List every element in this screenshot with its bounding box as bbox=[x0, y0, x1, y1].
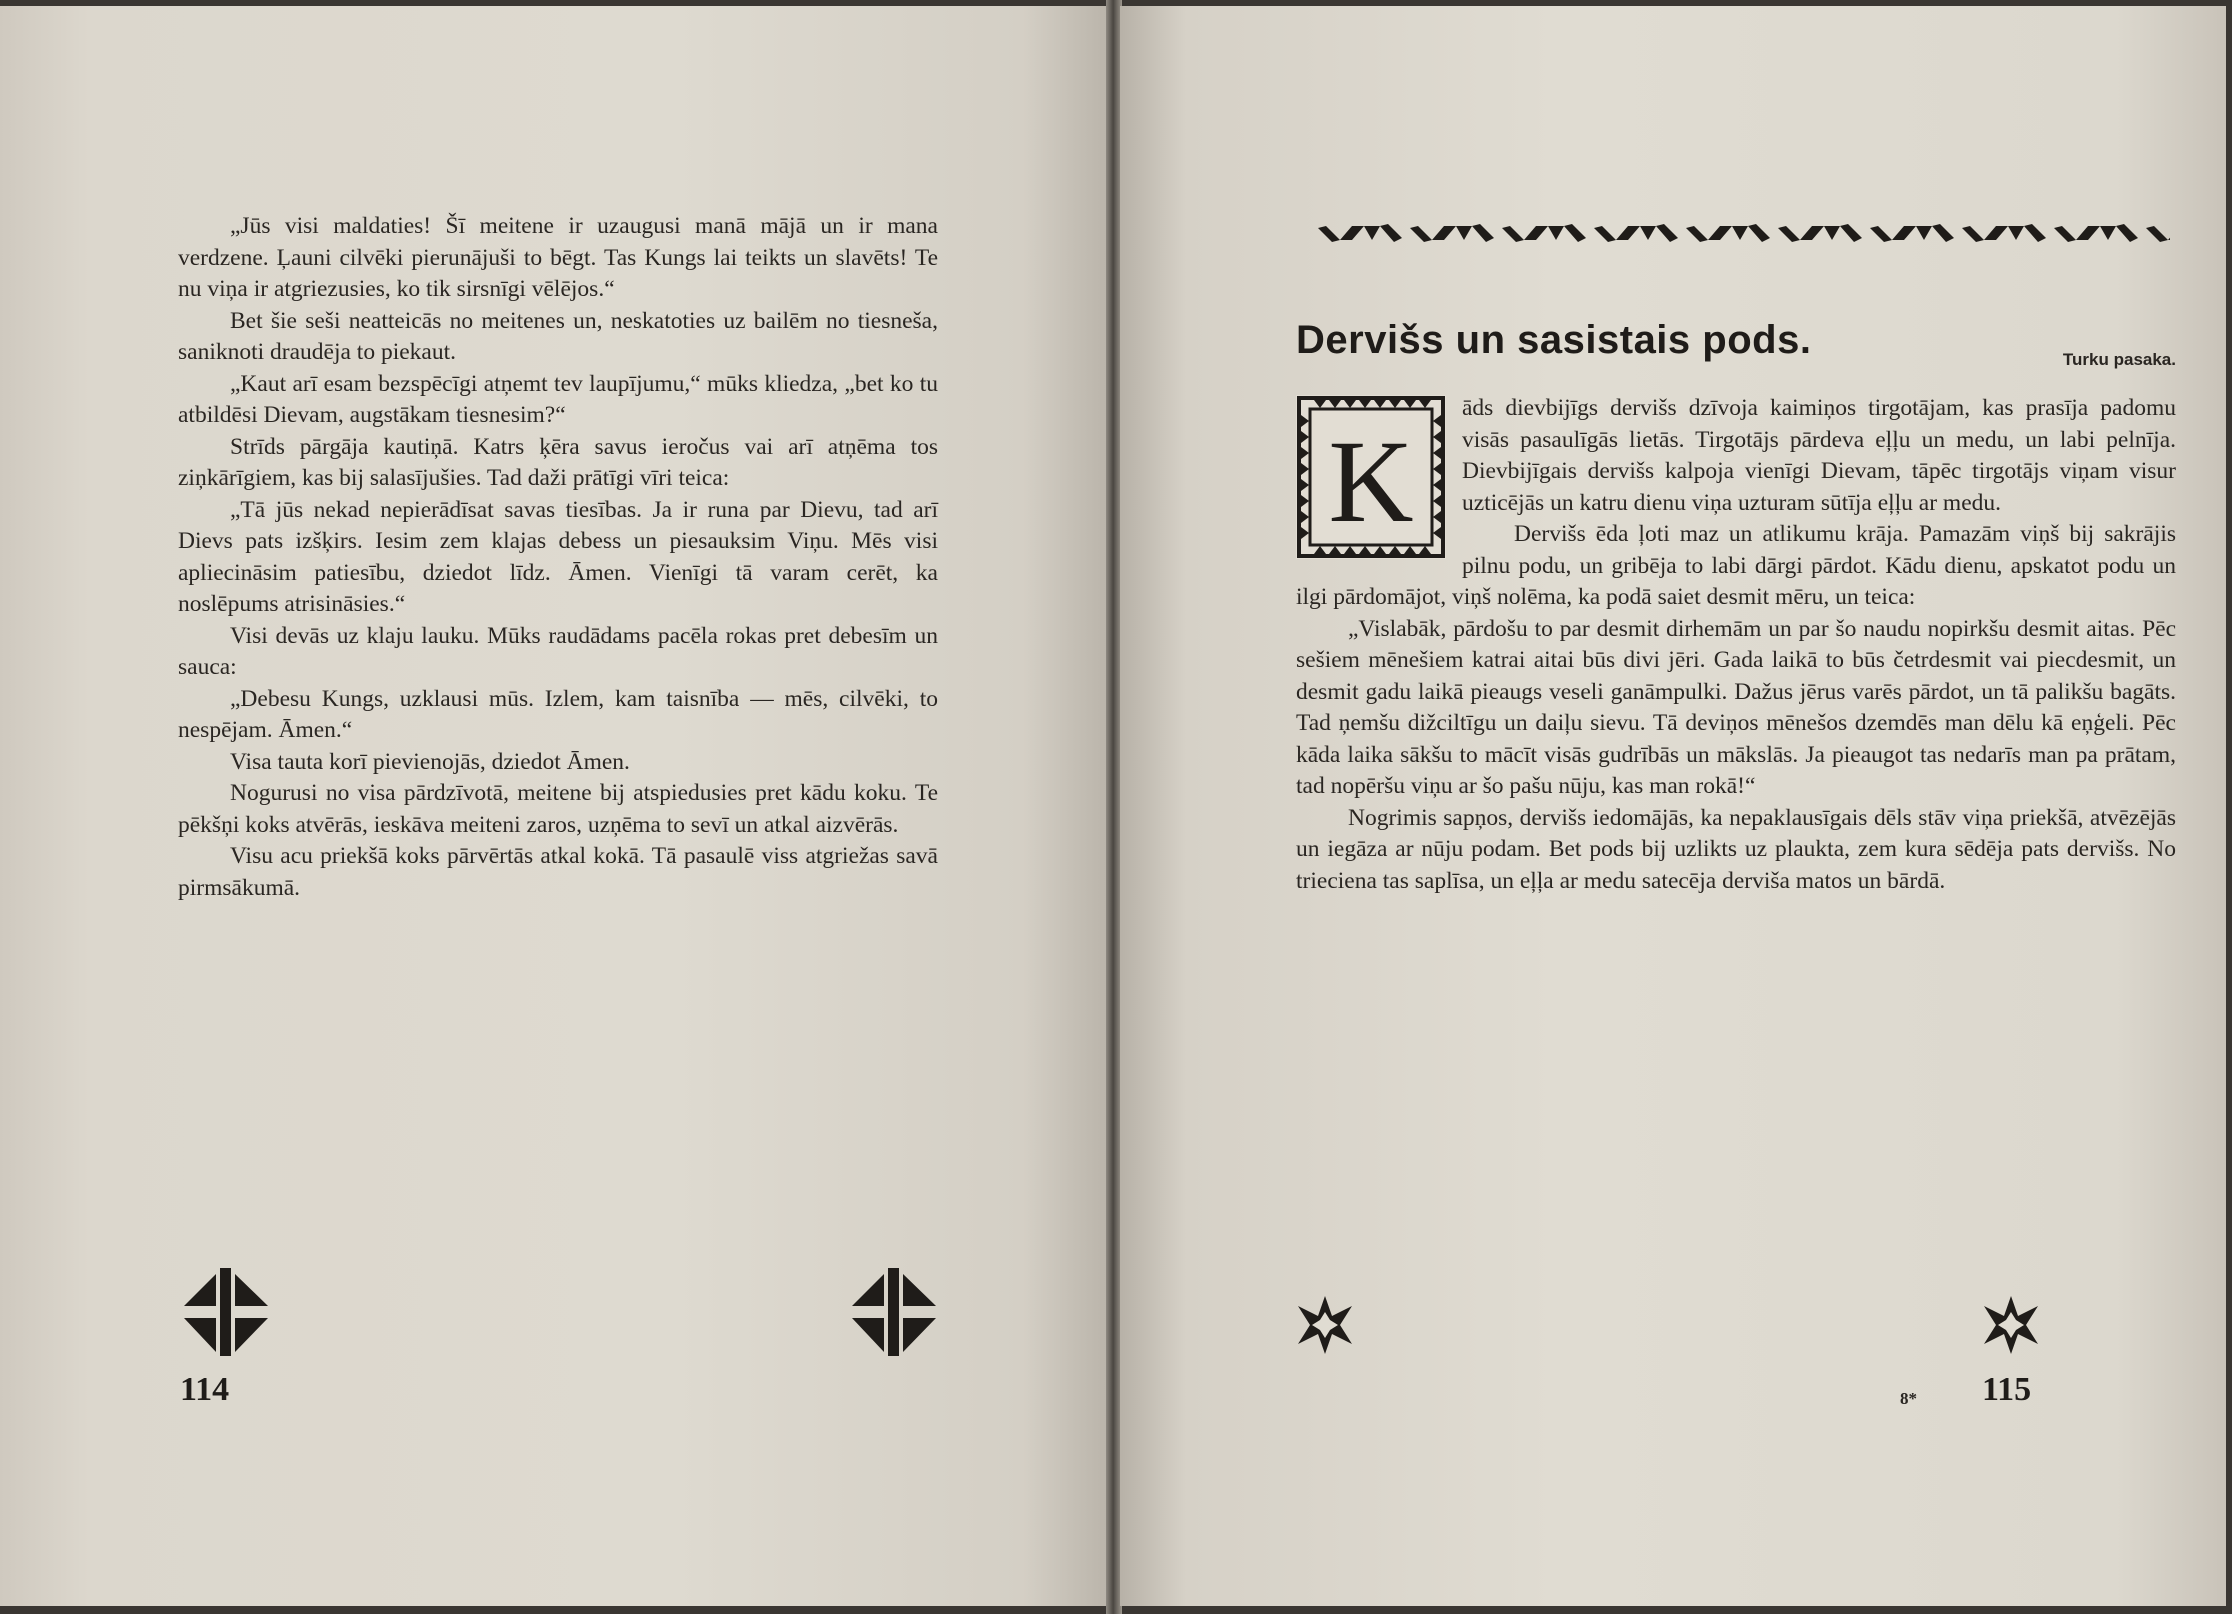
left-page bbox=[0, 6, 1112, 1606]
right-page bbox=[1120, 6, 2226, 1606]
left-paragraph-1: „Jūs visi maldaties! Šī meitene ir uzaugusi manā mājā un ir mana verdzene. Ļauni cilvēki pierunājuši to bēgt. Tas Kungs lai teikts un slavēts! Te nu viņa ir atgriezusies, ko tik sirsnīgi vēlējos.“ bbox=[178, 213, 938, 302]
story-subtitle: Turku pasaka. bbox=[2062, 350, 2176, 369]
left-paragraph-8: Visa tauta korī pievienojās, dziedot Āmen. bbox=[230, 748, 630, 775]
right-paragraph-4: Nogrimis sapņos, dervišs iedomājās, ka nepaklausīgais dēls stāv viņa priekšā, atvēzējās un iegāza ar nūju podam. Bet pods bij uzlikts uz plaukta, zem kura sēdēja pats dervišs. No trieciena tas saplīsa, un eļļa ar medu satecēja derviša matos un bārdā. bbox=[1296, 804, 2176, 894]
star-ornament-icon bbox=[1978, 1292, 2044, 1358]
drop-cap-initial bbox=[1296, 395, 1446, 559]
signature-mark: 8* bbox=[1900, 1389, 1917, 1408]
story-heading bbox=[1296, 318, 2176, 378]
star-ornament-icon bbox=[1292, 1292, 1358, 1358]
drop-cap-letter: K bbox=[1328, 416, 1414, 547]
header-ornament-band-icon bbox=[1318, 220, 2170, 246]
left-paragraph-9: Nogurusi no visa pārdzīvotā, meitene bij atspiedusies pret kādu koku. Te pēkšņi koks atvērās, ieskāva meiteni zaros, uzņēma to sevī un atkal aizvērās. bbox=[178, 780, 938, 838]
right-paragraph-3: „Vislabāk, pārdošu to par desmit dirhemām un par šo naudu nopirkšu desmit aitas. Pēc sešiem mēnešiem katrai aitai būs divi jēri. Gada laikā to būs četrdesmit vai piecdesmit, un desmit gadu laikā pieaugs veseli ganāmpulki. Dažus jērus varēs pārdot, un tā palikšu bagāts. Tad ņemšu dižciltīgu un daiļu sievu. Tā deviņos mēnešos dzemdēs man dēlu kā eņģeli. Pēc kāda laika sākšu to mācīt visās gudrībās un mākslās. Ja pieaugot tas nedarīs man pa prātam, tad nopēršu viņu ar šo pašu nūju, kas man rokā!“ bbox=[1296, 615, 2176, 799]
left-paragraph-4: Strīds pārgāja kautiņā. Katrs ķēra savus ieročus vai arī atņēma tos ziņkārīgiem, kas bij salasījušies. Tad daži prātīgi vīri teica: bbox=[178, 433, 938, 491]
left-paragraph-7: „Debesu Kungs, uzklausi mūs. Izlem, kam taisnība — mēs, cilvēki, to nespējam. Āmen.“ bbox=[178, 685, 938, 743]
left-paragraph-3: „Kaut arī esam bezspēcīgi atņemt tev laupījumu,“ mūks kliedza, „bet ko tu atbildēsi Dievam, augstākam tiesnesim?“ bbox=[178, 370, 938, 428]
left-page-text bbox=[178, 211, 938, 904]
cross-ornament-icon bbox=[180, 1268, 272, 1356]
cross-ornament-icon bbox=[848, 1268, 940, 1356]
right-paragraph-2: Dervišs ēda ļoti maz un atlikumu krāja. Pamazām viņš bij sakrājis pilnu podu, un gribēja to labi dārgi pārdot. Kādu dienu, apskatot podu un ilgi pārdomājot, viņš nolēma, ka podā saiet desmit mēru, un teica: bbox=[1296, 521, 2176, 610]
story-title: Dervišs un sasistais pods. bbox=[1296, 318, 1812, 362]
page-number-left: 114 bbox=[180, 1371, 230, 1408]
left-paragraph-2: Bet šie seši neatteicās no meitenes un, neskatoties uz bailēm no tiesneša, saniknoti draudēja to piekaut. bbox=[178, 307, 938, 365]
left-paragraph-6: Visi devās uz klaju lauku. Mūks raudādams pacēla rokas pret debesīm un sauca: bbox=[178, 622, 938, 680]
right-page-text bbox=[1296, 393, 2176, 897]
right-paragraph-1: āds dievbijīgs dervišs dzīvoja kaimiņos tirgotājam, kas prasīja padomu visās pasaulīgās lietās. Tirgotājs pārdeva eļļu un medu, un labi pelnīja. Dievbijīgais dervišs kalpoja vienīgi Dievam, tāpēc tirgotājs viņam visur uzticējās un katru dienu viņa uzturam sūtīja eļļu ar medu. bbox=[1462, 395, 2176, 516]
left-paragraph-5: „Tā jūs nekad nepierādīsat savas tiesības. Ja ir runa par Dievu, tad arī Dievs pats izšķirs. Iesim zem klajas debess un piesauksim Viņu. Mēs visi apliecināsim patiesību, dziedot līdz. Āmen. Vienīgi tā varam cerēt, ka noslēpums atrisināsies.“ bbox=[178, 496, 938, 617]
left-paragraph-10: Visu acu priekšā koks pārvērtās atkal kokā. Tā pasaulē viss atgriežas savā pirmsākumā. bbox=[178, 843, 938, 901]
page-number-right: 115 bbox=[1982, 1371, 2032, 1408]
